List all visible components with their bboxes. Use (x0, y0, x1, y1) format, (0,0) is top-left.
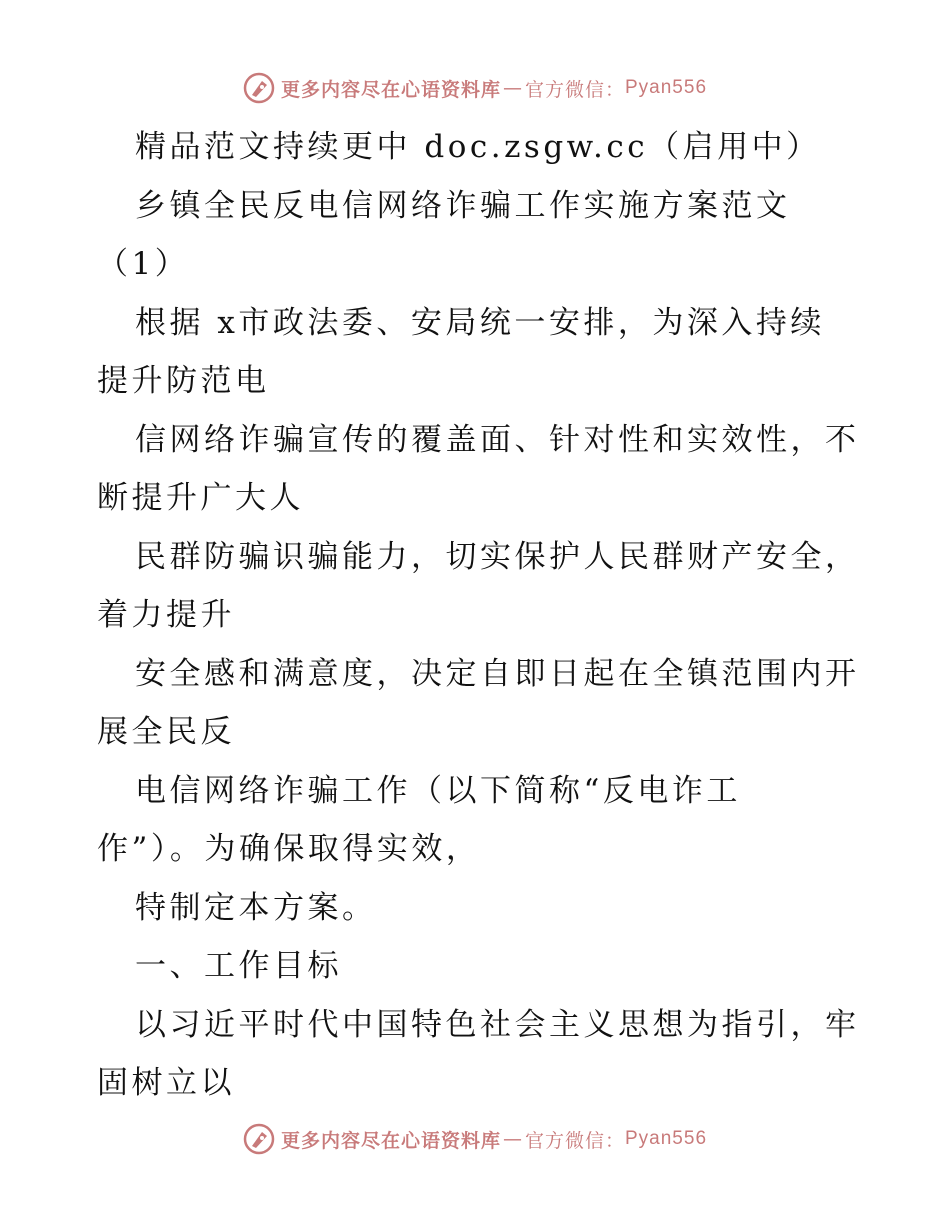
document-body (97, 118, 860, 1113)
watermark-wechat-label: 官方微信： (524, 78, 625, 101)
watermark-wechat-label: 官方微信： (524, 1129, 625, 1152)
watermark-brand: 更多内容尽在心语资料库 (280, 1129, 501, 1152)
body-line: 着力提升 (97, 597, 235, 633)
watermark-brand: 更多内容尽在心语资料库 (280, 78, 501, 101)
site-notice-line: 精品范文持续更中 doc.zsgw.cc（启用中） (135, 129, 821, 165)
watermark-header (0, 72, 950, 104)
body-line: 以习近平时代中国特色社会主义思想为指引，牢 (135, 1006, 860, 1043)
body-line: 展全民反 (97, 714, 235, 750)
watermark-separator: — (502, 1128, 523, 1150)
body-line: 民群防骗识骗能力，切实保护人民群财产安全， (135, 538, 860, 575)
document-title: 乡镇全民反电信网络诈骗工作实施方案范文 (135, 187, 791, 224)
document-title-number: （1） (97, 246, 190, 282)
watermark-account: Pyan556 (625, 77, 708, 98)
body-line: 信网络诈骗宣传的覆盖面、针对性和实效性，不 (135, 421, 860, 458)
watermark-footer (0, 1123, 950, 1155)
body-line: 安全感和满意度，决定自即日起在全镇范围内开 (135, 655, 860, 692)
pen-nib-logo-icon (243, 72, 275, 104)
body-line: 特制定本方案。 (135, 889, 377, 926)
pen-nib-logo-icon (243, 1123, 275, 1155)
section-heading: 一、工作目标 (135, 948, 342, 984)
body-line: 电信网络诈骗工作（以下简称“反电诈工 (135, 772, 741, 809)
watermark-account: Pyan556 (625, 1128, 708, 1149)
body-line: 固树立以 (97, 1065, 235, 1101)
watermark-separator: — (502, 77, 523, 99)
body-line: 根据 x市政法委、安局统一安排，为深入持续 (135, 304, 825, 341)
body-line: 提升防范电 (97, 363, 270, 399)
body-line: 断提升广大人 (97, 480, 304, 516)
body-line: 作”）。为确保取得实效， (97, 831, 481, 867)
